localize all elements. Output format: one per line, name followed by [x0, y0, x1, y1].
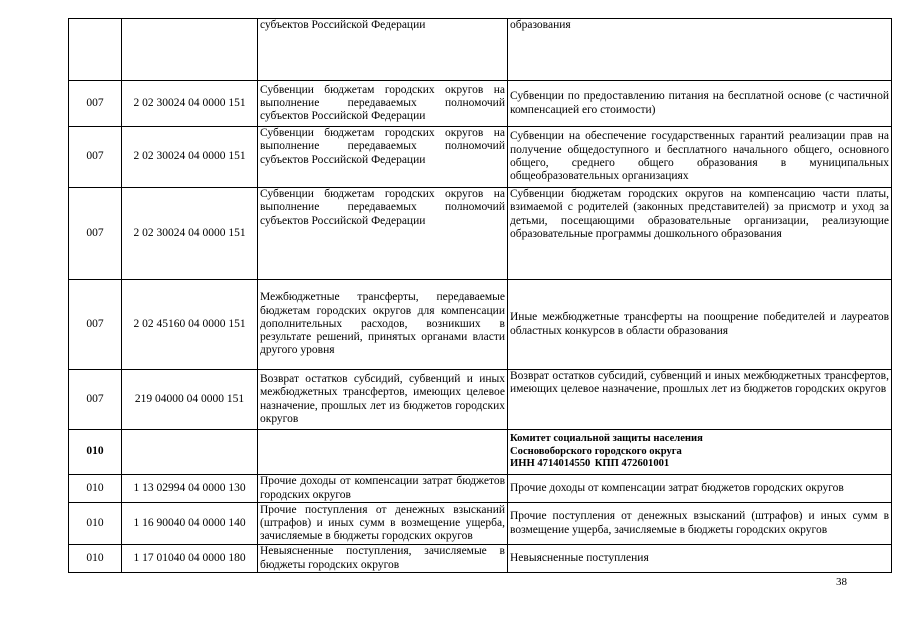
income-name-cell: [258, 430, 508, 475]
table-row: [69, 545, 892, 573]
income-name-cell: Субвенции бюджетам городских округов на выполнение передаваемых полномочий субъектов Российской Федерации: [258, 81, 508, 127]
table-row: [69, 503, 892, 545]
income-name-cell: Невыясненные поступления, зачисляемые в бюджеты городских округов: [258, 545, 508, 573]
income-code-cell: [122, 430, 258, 475]
admin-code-cell: 010: [69, 503, 122, 545]
income-name-cell: Прочие поступления от денежных взысканий (штрафов) и иных сумм в возмещение ущерба, зачисляемые в бюджеты городских округов: [258, 503, 508, 545]
table-row: [69, 280, 892, 370]
income-code-cell: 1 17 01040 04 0000 180: [122, 545, 258, 573]
income-name-cell: Прочие доходы от компенсации затрат бюджетов городских округов: [258, 475, 508, 503]
income-name-cell: Межбюджетные трансферты, передаваемые бюджетам городских округов для компенсации дополнительных расходов, возникших в результате решений, принятых органами власти другого уровня: [258, 280, 508, 370]
admin-code-cell: 010: [69, 545, 122, 573]
income-name-cell: Субвенции бюджетам городских округов на выполнение передаваемых полномочий субъектов Российской Федерации: [258, 127, 508, 188]
purpose-cell: Иные межбюджетные трансферты на поощрение победителей и лауреатов областных конкурсов в области образования: [508, 280, 892, 370]
income-code-cell: 2 02 30024 04 0000 151: [122, 188, 258, 280]
budget-income-table: [68, 18, 892, 573]
purpose-cell: Невыясненные поступления: [508, 545, 892, 573]
income-code-cell: 2 02 45160 04 0000 151: [122, 280, 258, 370]
income-code-cell: 2 02 30024 04 0000 151: [122, 81, 258, 127]
table-row: [69, 127, 892, 188]
income-name-cell: субъектов Российской Федерации: [258, 19, 508, 81]
purpose-cell: Субвенции по предоставлению питания на бесплатной основе (с частичной компенсацией его стоимости): [508, 81, 892, 127]
page-number: 38: [836, 576, 847, 588]
admin-code-cell: 007: [69, 370, 122, 430]
income-name-cell: Возврат остатков субсидий, субвенций и иных межбюджетных трансфертов, имеющих целевое назначение, прошлых лет из бюджетов городских округов: [258, 370, 508, 430]
table-row: [69, 188, 892, 280]
income-code-cell: 1 16 90040 04 0000 140: [122, 503, 258, 545]
committee-cell: [508, 430, 892, 475]
purpose-cell: Прочие доходы от компенсации затрат бюджетов городских округов: [508, 475, 892, 503]
income-code-cell: 2 02 30024 04 0000 151: [122, 127, 258, 188]
table-row: [69, 81, 892, 127]
purpose-cell: Возврат остатков субсидий, субвенций и иных межбюджетных трансфертов, имеющих целевое назначение, прошлых лет из бюджетов городских округов: [508, 370, 892, 430]
admin-code-cell: 010: [69, 475, 122, 503]
committee-name: Комитет социальной защиты населения: [510, 433, 703, 445]
purpose-cell: Прочие поступления от денежных взысканий (штрафов) и иных сумм в возмещение ущерба, зачисляемые в бюджеты городских округов: [508, 503, 892, 545]
admin-code-cell: [69, 19, 122, 81]
income-code-cell: 219 04000 04 0000 151: [122, 370, 258, 430]
income-name-cell: Субвенции бюджетам городских округов на выполнение передаваемых полномочий субъектов Российской Федерации: [258, 188, 508, 280]
income-code-cell: 1 13 02994 04 0000 130: [122, 475, 258, 503]
purpose-cell: образования: [508, 19, 892, 81]
income-code-cell: [122, 19, 258, 81]
admin-code-cell: 010: [69, 430, 122, 475]
table-row: [69, 370, 892, 430]
admin-code-cell: 007: [69, 127, 122, 188]
table-row: [69, 19, 892, 81]
committee-inn-kpp: ИНН 4714014550 КПП 472601001: [510, 458, 670, 470]
committee-district: Сосновоборского городского округа: [510, 445, 682, 457]
admin-code-cell: 007: [69, 81, 122, 127]
table-row: [69, 475, 892, 503]
table-row: [69, 430, 892, 475]
admin-code-cell: 007: [69, 188, 122, 280]
purpose-cell: Субвенции на обеспечение государственных гарантий реализации прав на получение общедоступного и бесплатного начального общего, основного общего, среднего общего образования в муниципальных общеобразовательных организациях: [508, 127, 892, 188]
purpose-cell: Субвенции бюджетам городских округов на компенсацию части платы, взимаемой с родителей (законных представителей) за присмотр и уход за детьми, посещающими образовательные организации, реализующие образовательные программы дошкольного образования: [508, 188, 892, 280]
admin-code-cell: 007: [69, 280, 122, 370]
